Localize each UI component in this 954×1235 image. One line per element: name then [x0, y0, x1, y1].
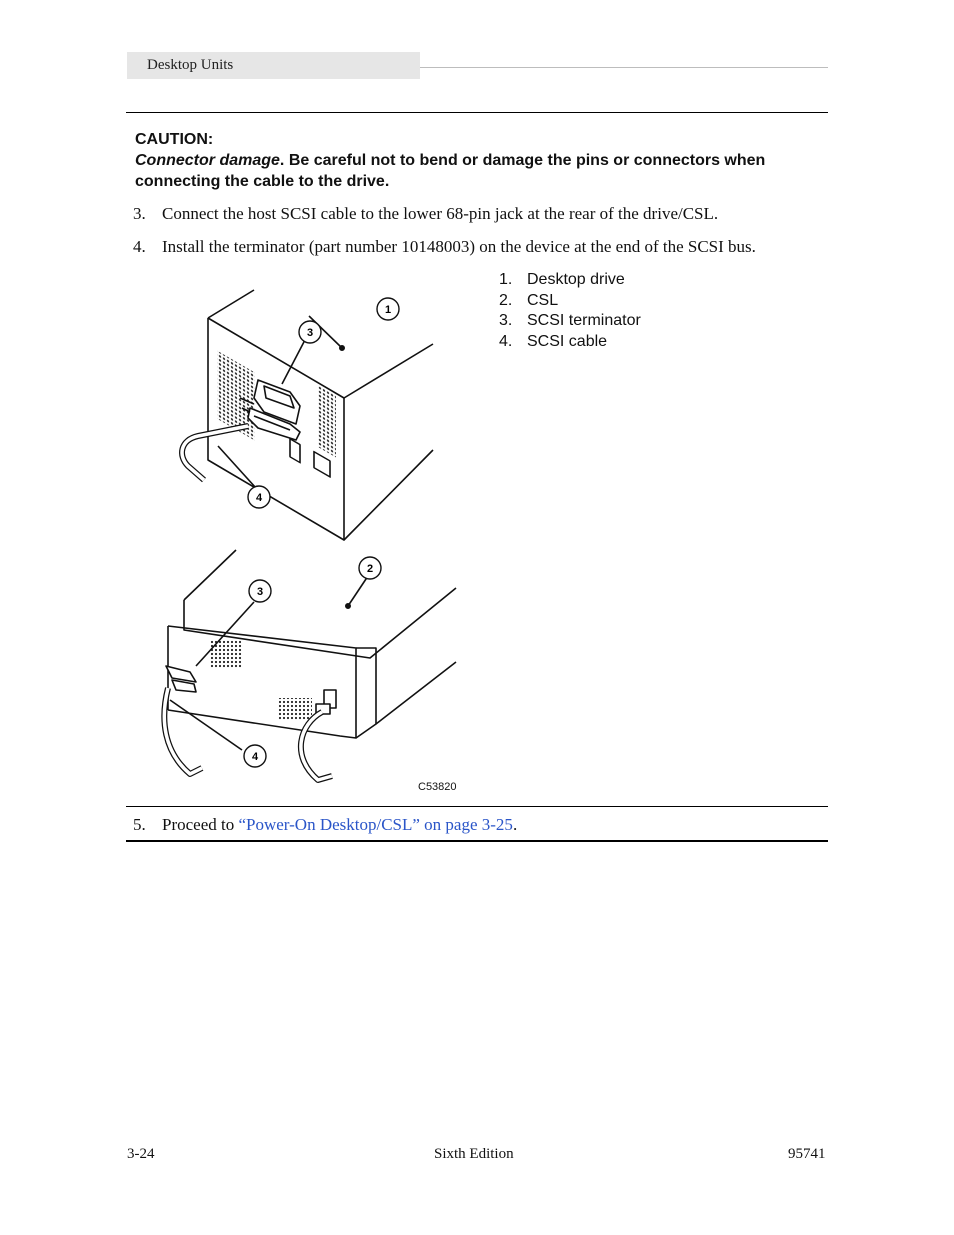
caution-label: CAUTION: [135, 131, 214, 148]
step-text-suffix: . [512, 815, 518, 834]
svg-text:2: 2 [366, 563, 374, 575]
installation-illustration [150, 280, 470, 800]
callout-4-bottom [244, 745, 266, 767]
callout-3-top [299, 321, 321, 343]
legend-item-scsi-cable: 4. SCSI cable [499, 332, 608, 350]
step-4 [133, 237, 756, 257]
step-number: 4. [133, 237, 146, 256]
svg-text:1: 1 [384, 304, 392, 316]
step-text: Connect the host SCSI cable to the lower 68-pin jack at the rear of the drive/CSL. [162, 204, 719, 223]
step-number: 5. [133, 815, 146, 834]
step-3 [133, 204, 718, 224]
header-rule [420, 67, 828, 68]
callout-4-top [248, 486, 270, 508]
caution-top-divider [126, 112, 828, 113]
svg-text:3: 3 [306, 327, 314, 339]
step-5 [133, 815, 517, 835]
legend-item-csl: 2. CSL [499, 291, 559, 309]
csl-drawing [164, 550, 456, 780]
legend-item-desktop-drive: 1. Desktop drive [499, 271, 625, 288]
callout-3-bottom [249, 580, 271, 602]
footer-edition: Sixth Edition [434, 1146, 514, 1162]
step-number: 3. [133, 204, 146, 223]
running-header [127, 52, 420, 79]
legend-item-scsi-terminator: 3. SCSI terminator [499, 312, 641, 329]
caution-block [135, 129, 825, 192]
cross-reference-link[interactable]: “Power-On Desktop/CSL” on page 3-25 [238, 815, 513, 834]
footer-doc-number: 95741 [788, 1146, 826, 1162]
svg-text:4: 4 [251, 751, 259, 763]
svg-text:3: 3 [256, 586, 264, 598]
caution-body: . Be careful not to bend or damage the pins or connectors when connecting the cable to the drive. [135, 152, 766, 190]
caution-italic-lead: Connector damage [135, 152, 280, 169]
section-end-divider [126, 840, 828, 842]
figure-legend [499, 270, 641, 352]
step-text-prefix: Proceed to [162, 815, 239, 834]
caution-text [135, 150, 825, 192]
svg-text:4: 4 [255, 492, 263, 504]
callout-2-bottom [359, 557, 381, 579]
footer-page-number: 3-24 [127, 1146, 155, 1162]
step-text: Install the terminator (part number 10148003) on the device at the end of the SCSI bus. [162, 237, 756, 256]
header-section-title: Desktop Units [147, 57, 234, 73]
callout-1-top [377, 298, 399, 320]
figure-bottom-divider [126, 806, 828, 807]
figure-code: C53820 [418, 781, 457, 793]
